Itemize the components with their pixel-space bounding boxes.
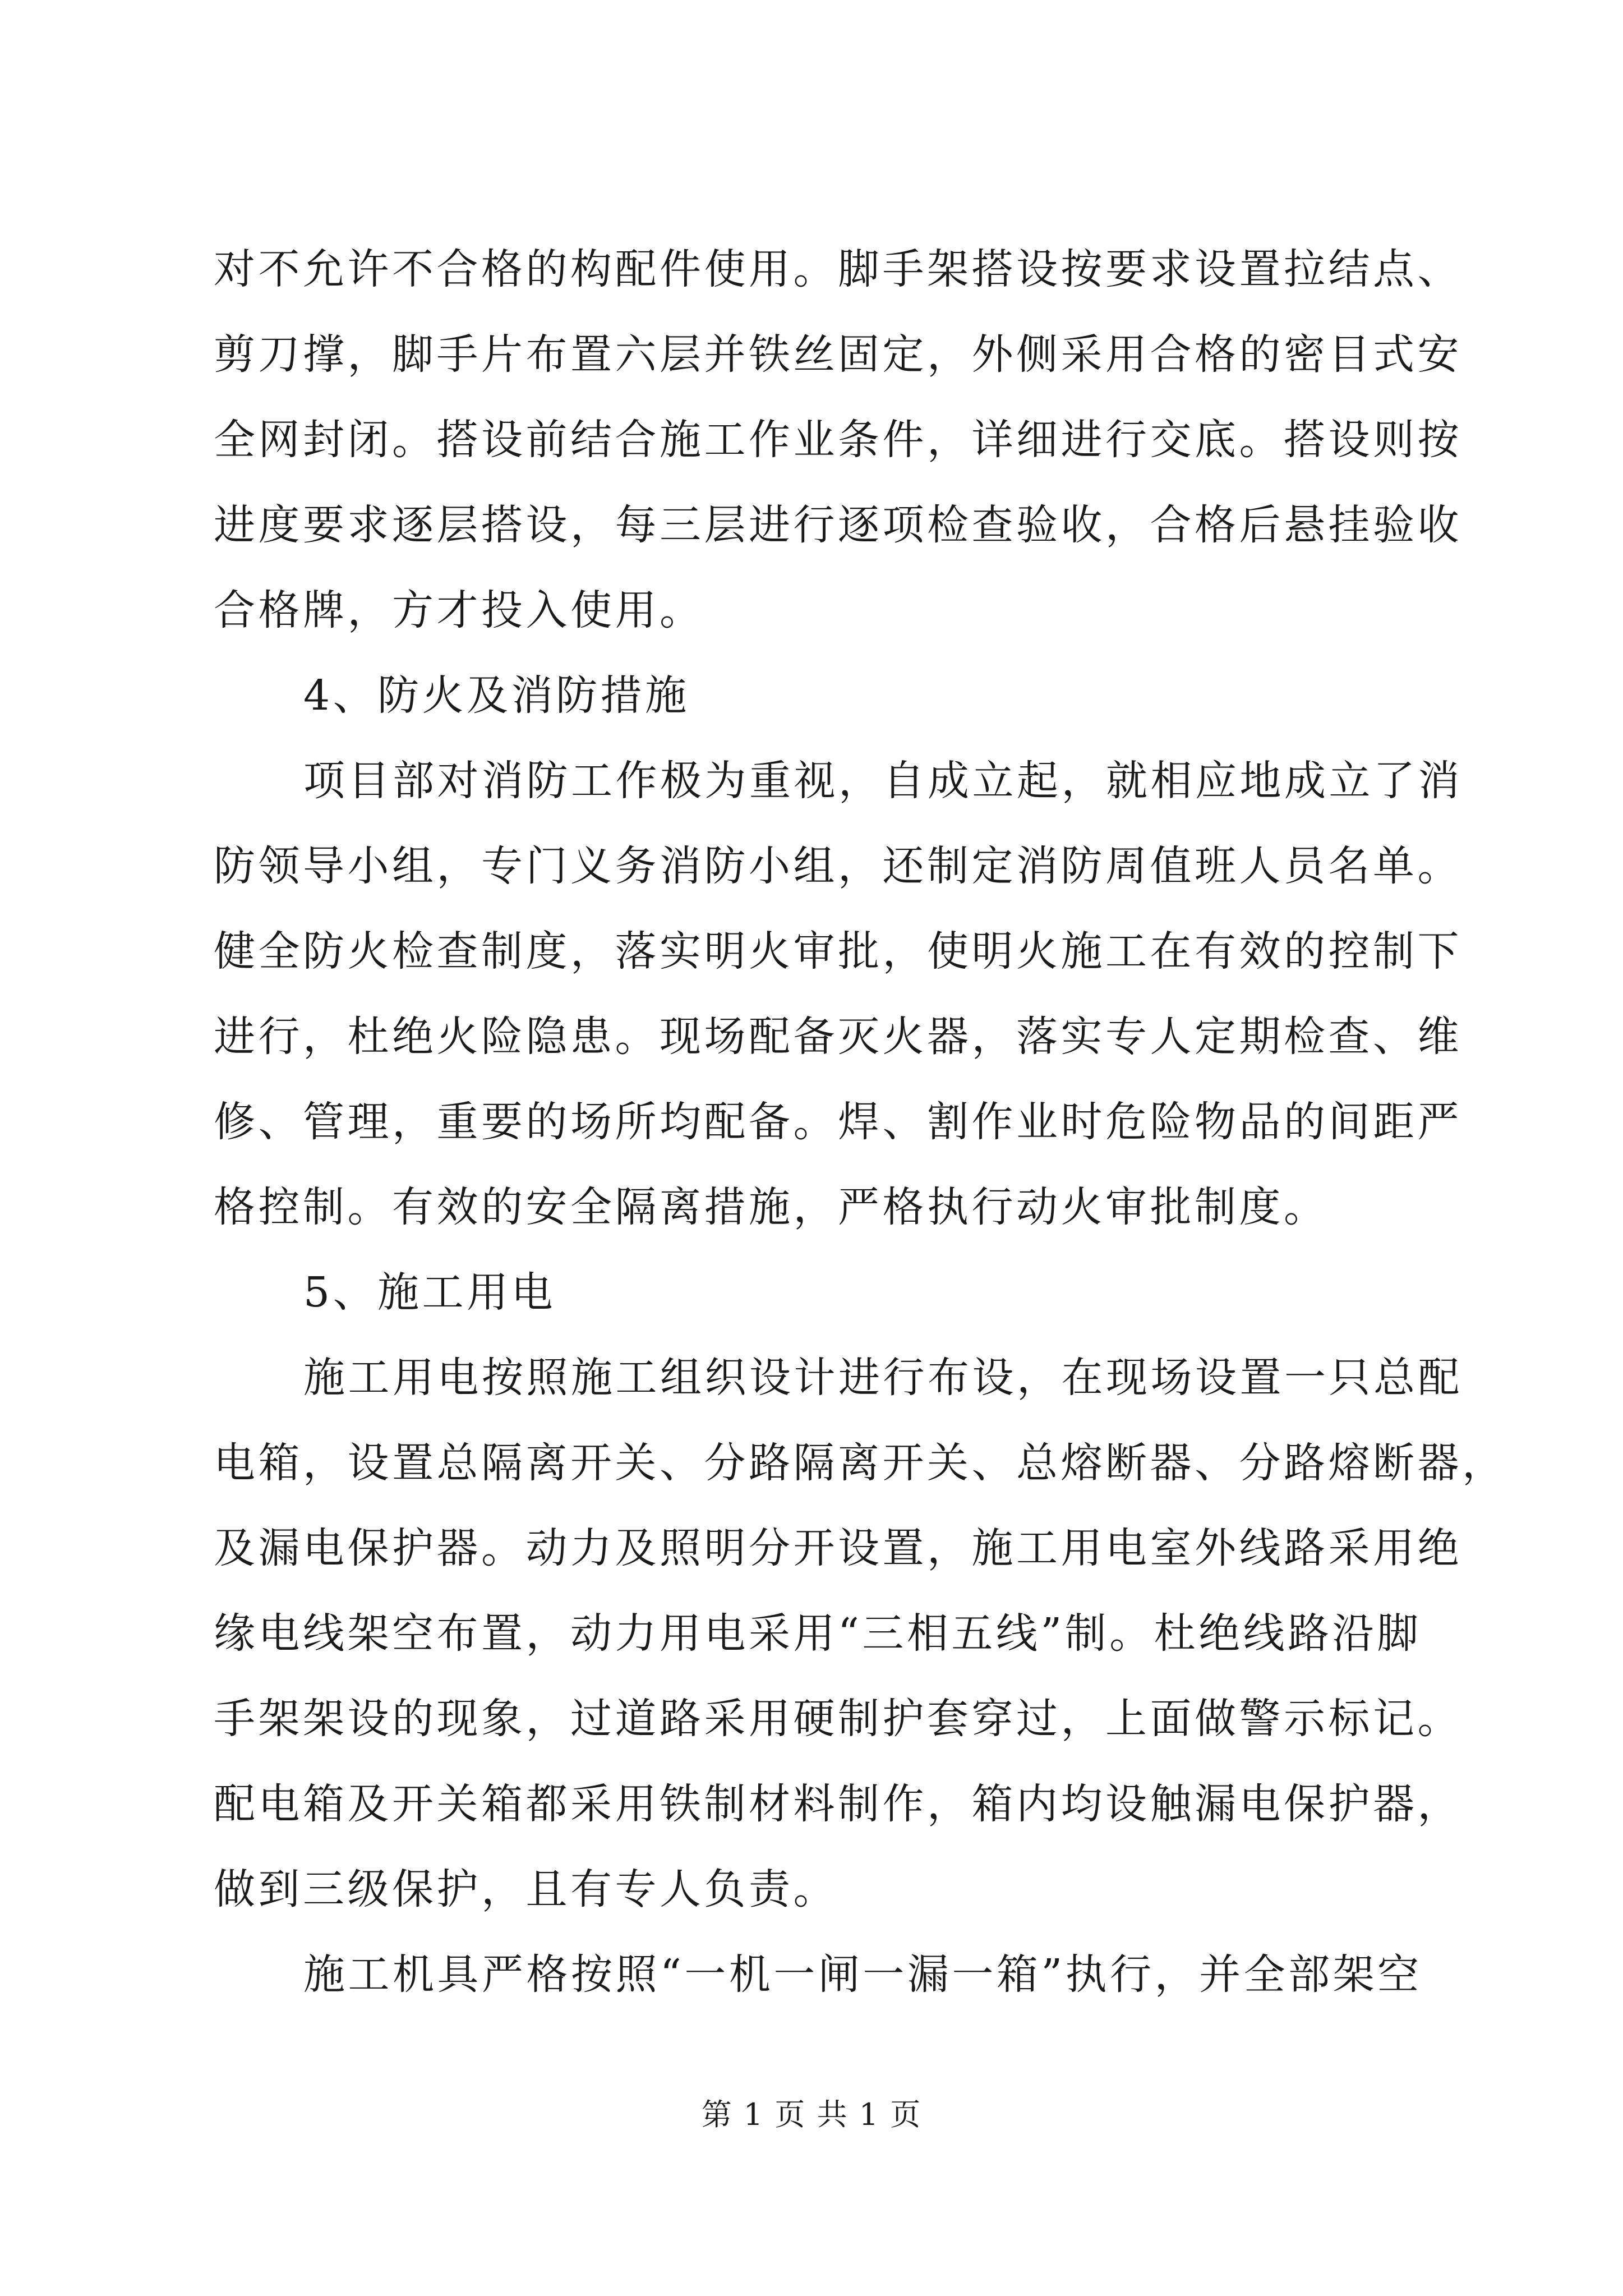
text-line: 进行，杜绝火险隐患。现场配备灭火器，落实专人定期检查、维 — [214, 1013, 1462, 1061]
text-line: 对不允许不合格的构配件使用。脚手架搭设按要求设置拉结点、 — [214, 245, 1462, 293]
text-line: 剪刀撑，脚手片布置六层并铁丝固定，外侧采用合格的密目式安 — [214, 330, 1462, 379]
text-line: 修、管理，重要的场所均配备。焊、割作业时危险物品的间距严 — [214, 1098, 1462, 1146]
text-line: 格控制。有效的安全隔离措施，严格执行动火审批制度。 — [214, 1183, 1329, 1231]
text-line: 电箱，设置总隔离开关、分路隔离开关、总熔断器、分路熔断器， — [214, 1439, 1507, 1487]
section-heading-construction-power: 5、施工用电 — [303, 1268, 556, 1317]
text-line: 手架架设的现象，过道路采用硬制护套穿过，上面做警示标记。 — [214, 1695, 1462, 1743]
text-line: 做到三级保护，且有专人负责。 — [214, 1865, 838, 1913]
text-line: 缘电线架空布置，动力用电采用“三相五线”制。杜绝线路沿脚 — [214, 1609, 1422, 1658]
text-line: 配电箱及开关箱都采用铁制材料制作，箱内均设触漏电保护器， — [214, 1780, 1462, 1828]
text-line: 及漏电保护器。动力及照明分开设置，施工用电室外线路采用绝 — [214, 1524, 1462, 1572]
text-line: 施工机具严格按照“一机一闸一漏一箱”执行，并全部架空 — [303, 1950, 1422, 1999]
page-footer: 第 1 页 共 1 页 — [701, 2097, 922, 2132]
text-line: 合格牌，方才投入使用。 — [214, 586, 704, 634]
text-line: 防领导小组，专门义务消防小组，还制定消防周值班人员名单。 — [214, 842, 1462, 890]
text-line: 全网封闭。搭设前结合施工作业条件，详细进行交底。搭设则按 — [214, 416, 1462, 464]
text-line: 施工用电按照施工组织设计进行布设，在现场设置一只总配 — [303, 1354, 1463, 1402]
section-heading-fire-protection: 4、防火及消防措施 — [303, 671, 690, 720]
text-line: 健全防火检查制度，落实明火审批，使明火施工在有效的控制下 — [214, 927, 1462, 976]
text-line: 项目部对消防工作极为重视，自成立起，就相应地成立了消 — [303, 757, 1463, 805]
text-line: 进度要求逐层搭设，每三层进行逐项检查验收，合格后悬挂验收 — [214, 501, 1462, 549]
